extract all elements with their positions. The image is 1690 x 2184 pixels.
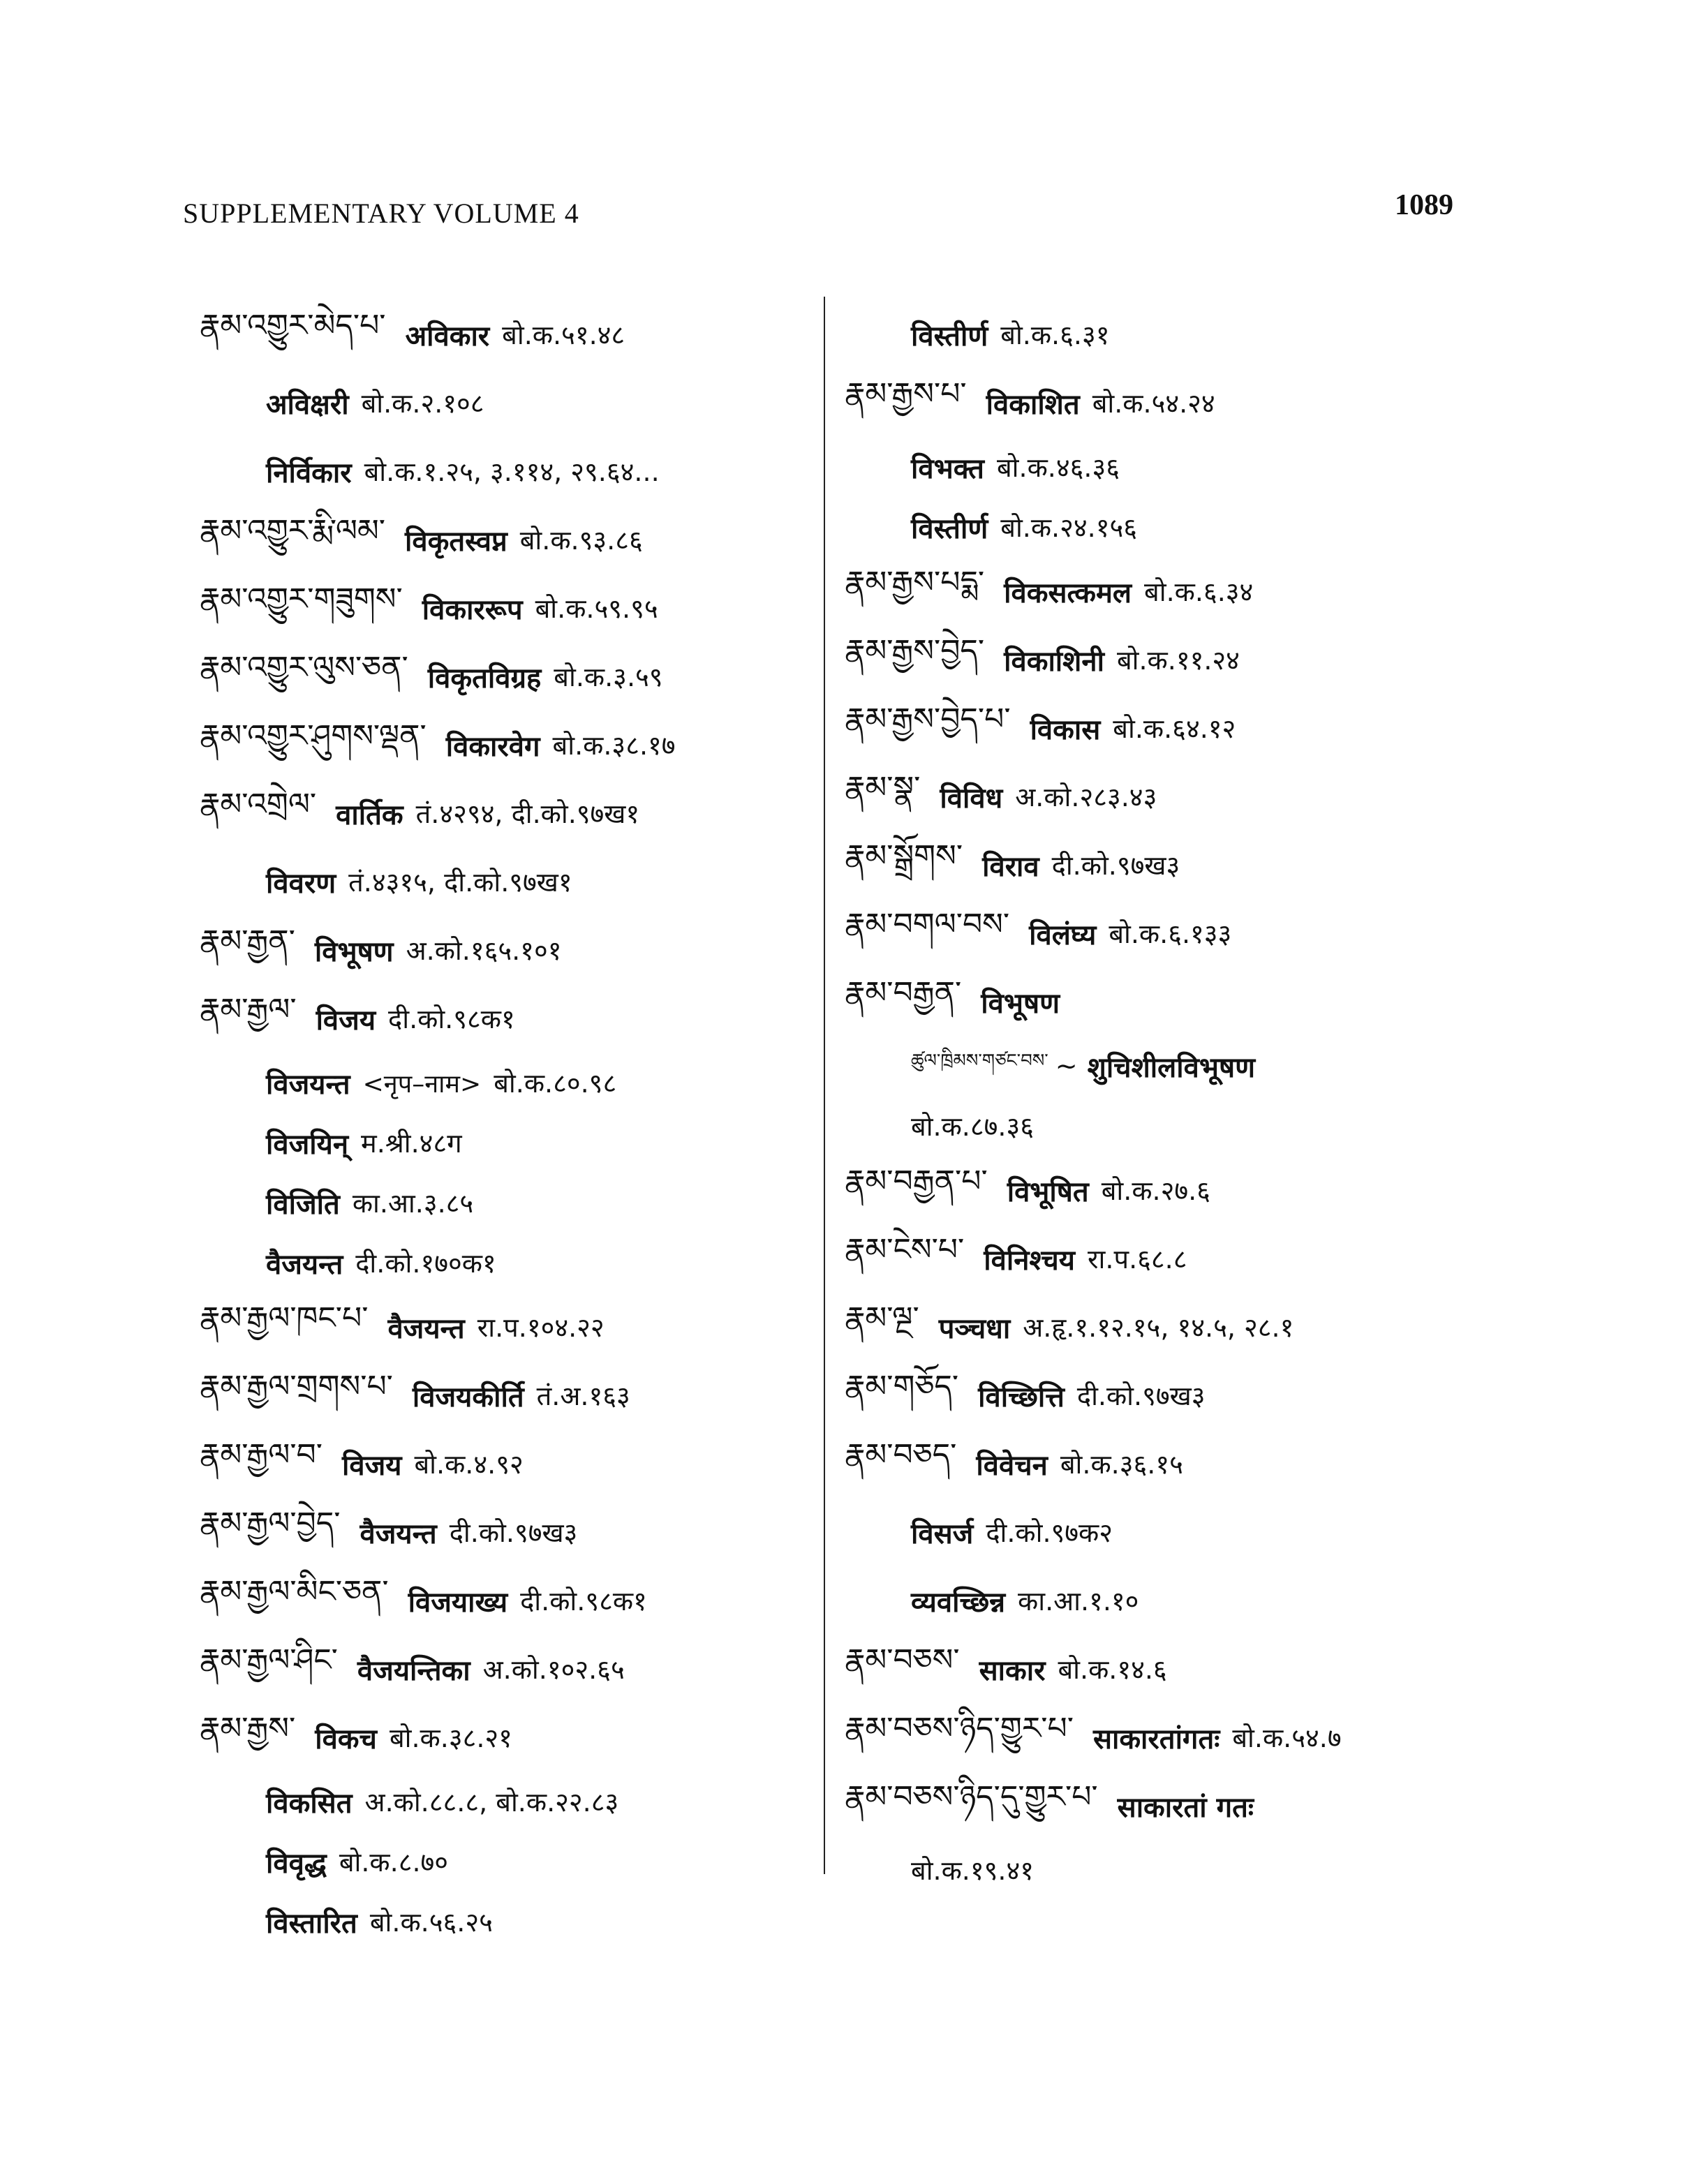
reference: अ.हृ.१.१२.१५, १४.५, २८.१ [1023,1312,1294,1343]
sanskrit-term: विकृतस्वप्न [405,525,507,558]
tibetan-phrase: ཚུལ་ཁྲིམས་གཙང་བས་ [911,1050,1048,1071]
reference: बो.क.८.७० [339,1847,449,1878]
sub-entry-line [200,1113,814,1173]
tibetan-term: རྣམ་བརྒྱན་ [845,975,962,1011]
entry-line [200,1635,814,1703]
reference: म.श्री.४८ग [361,1128,462,1159]
sub-entry-line [845,1566,1473,1635]
sanskrit-term: विजयकीर्ति [412,1381,524,1413]
entry-line [845,1224,1473,1293]
sanskrit-term: विकाशित [986,388,1080,421]
sanskrit-term: विभूषित [1007,1175,1089,1208]
left-column [200,300,814,1952]
tibetan-term: རྣམ་རྒྱས་པ་ [845,376,967,412]
reference: बो.क.३८.१७ [552,730,676,761]
entry-line [845,899,1473,967]
tibetan-term: རྣམ་བཅས་ [845,1642,960,1678]
sanskrit-term: विसर्ज [911,1517,974,1550]
reference: दी.को.९७क२ [986,1517,1113,1548]
reference: बो.क.८०.९८ [494,1068,617,1099]
tibetan-term: རྣམ་རྒྱལ་བ་ [200,1437,323,1473]
sanskrit-term: पञ्चधा [938,1312,1011,1345]
tibetan-term: རྣམ་རྒྱལ་གྲགས་པ་ [200,1369,393,1404]
entry-line [845,1361,1473,1429]
entry-line [200,711,814,779]
sanskrit-term: विकारवेग [445,730,540,763]
reference: बो.क.१९.४१ [911,1855,1035,1886]
sanskrit-term: अविक्षरी [266,388,349,421]
sub-entry-line [200,1892,814,1952]
sanskrit-term: विकृतविग्रह [427,662,542,694]
sub-entry-line [200,1173,814,1233]
tibetan-term: རྣམ་བཅད་ [845,1437,957,1473]
reference: रा.प.१०४.२२ [477,1312,605,1343]
tibetan-term: རྣམ་འགྱུར་རྨི་ལམ་ [200,513,386,549]
reference: बो.क.६४.१२ [1113,713,1236,744]
sanskrit-term: विकच [315,1723,377,1755]
sanskrit-term: विजय [316,1004,376,1037]
reference: दी.को.९७ख३ [1051,850,1180,881]
sanskrit-term: विजय [342,1449,402,1482]
sanskrit-term: विकाररूप [422,593,523,626]
tibetan-term: རྣམ་རྒྱལ་ཁང་པ་ [200,1300,369,1336]
sanskrit-term: विजयाख्य [408,1586,508,1619]
reference: बो.क.२४.१५६ [1000,512,1138,543]
reference: अ.को.१६५.१०१ [406,935,562,966]
reference: बो.क.५४.७ [1232,1723,1342,1753]
entry-line [845,762,1473,831]
sanskrit-term: विराव [982,850,1039,883]
sanskrit-term: व्यवच्छिन्न [911,1586,1006,1619]
reference: बो.क.२.१०८ [361,388,484,419]
reference: दी.को.९७ख३ [1076,1381,1206,1411]
sanskrit-term: वैजयन्त [266,1248,343,1281]
entry-line [200,779,814,847]
sanskrit-term: अविकार [405,320,490,352]
sanskrit-term: विनिश्चय [984,1244,1076,1277]
reference: बो.क.५१.४८ [502,320,625,350]
reference: तं.४३१५, दी.को.९७ख१ [348,867,572,898]
reference: दी.को.९८क१ [388,1004,515,1034]
sanskrit-term: विस्तीर्ण [911,320,988,352]
sanskrit-term: साकारतां गतः [1117,1791,1254,1824]
entry-line [845,694,1473,762]
reference: बो.क.८७.३६ [911,1111,1035,1142]
sub-entry-line [845,1498,1473,1566]
sanskrit-term: विभूषण [981,987,1060,1020]
entry-line [200,1703,814,1771]
reference: बो.क.६.१३३ [1109,919,1232,949]
sub-entry-line [845,1036,1473,1096]
reference: बो.क.३.५९ [554,662,663,692]
entry-line [200,916,814,984]
tibetan-term: རྣམ་རྒྱལ་ [200,992,297,1027]
sanskrit-term: वार्तिक [336,798,403,831]
sanskrit-term: विभूषण [314,935,394,968]
reference: बो.क.५९.९५ [535,593,658,624]
sub-entry-line [200,437,814,505]
reference: दी.को.१७०क१ [355,1248,496,1279]
sanskrit-term: निर्विकार [266,456,352,489]
tibetan-term: རྣམ་འགྱུར་གཟུགས་ [200,581,403,617]
sanskrit-term: विजयन्त [266,1068,350,1101]
sanskrit-term: विकसित [266,1787,353,1820]
entry-line [200,1566,814,1635]
entry-line [845,1703,1473,1771]
reference: तं.अ.१६३ [536,1381,630,1411]
reference: अ.को.१०२.६५ [482,1654,625,1685]
tibetan-term: རྣམ་ངེས་པ་ [845,1232,965,1268]
tibetan-term: རྣམ་འགྱུར་མེད་པ་ [200,308,386,343]
reference: बो.क.३८.२१ [389,1723,512,1753]
entry-line [845,1429,1473,1498]
reference: बो.क.५६.२५ [369,1907,493,1938]
sanskrit-term: विवेचन [976,1449,1048,1482]
entry-line [845,369,1473,437]
running-title: SUPPLEMENTARY VOLUME 4 [183,198,579,229]
tibetan-term: རྣམ་བཅས་ཉིད་གྱུར་པ་ [845,1711,1074,1746]
reference: का.आ.१.१० [1018,1586,1139,1617]
sanskrit-term: विवरण [266,867,336,900]
entry-line [200,1498,814,1566]
sanskrit-term: साकारतांगतः [1092,1723,1220,1755]
sanskrit-term: शुचिशीलविभूषण [1087,1051,1256,1084]
entry-line [845,967,1473,1036]
page-number: 1089 [1395,189,1453,221]
tibetan-term: རྣམ་རྒྱས་བྱེད་ [845,633,985,669]
reference: बो.क.११.२४ [1116,645,1240,676]
entry-line [845,557,1473,625]
reference: बो.क.१४.६ [1058,1654,1167,1685]
tibetan-term: རྣམ་གཅོད་ [845,1369,959,1404]
sanskrit-term: विस्तीर्ण [911,512,988,545]
entry-line [200,1361,814,1429]
entry-line [845,625,1473,694]
right-column [845,300,1473,1900]
note: <नृप–नाम> [362,1069,482,1099]
sub-entry-line [845,300,1473,369]
sanskrit-term: विस्तारित [266,1907,357,1940]
sanskrit-term: विजिति [266,1188,340,1221]
reference: अ.को.२८३.४३ [1015,782,1157,812]
tibetan-term: རྣམ་བརྒྱན་པ་ [845,1164,988,1199]
entry-line [200,505,814,574]
sanskrit-term: विकाशिनी [1004,645,1104,678]
sanskrit-term: विच्छित्ति [978,1381,1065,1413]
tibetan-term: རྣམ་རྒྱས་ [200,1711,296,1746]
tibetan-term: རྣམ་བགལ་བས་ [845,907,1010,942]
reference: तं.४२९४, दी.को.९७ख१ [415,798,640,829]
reference: का.आ.३.८५ [352,1188,474,1219]
reference: बो.क.६.३१ [1000,320,1110,350]
sanskrit-term: साकार [979,1654,1046,1687]
tibetan-term: རྣམ་རྒྱལ་བྱེད་ [200,1506,341,1541]
sanskrit-term: विवृद्ध [266,1847,327,1880]
tibetan-term: རྣམ་རྒྱས་པདྨ་ [845,565,985,600]
reference: अ.को.८८.८, बो.क.२२.८३ [364,1787,619,1818]
tibetan-term: རྣམ་སྣ་ [845,770,921,805]
page-header [183,188,1453,244]
reference: बो.क.४६.३६ [996,452,1120,483]
reference: दी.को.९७ख३ [449,1517,578,1548]
tibetan-term: རྣམ་རྒྱལ་ཤིང་ [200,1642,338,1678]
sanskrit-term: विजयिन् [266,1128,349,1161]
reference: बो.क.२७.६ [1101,1175,1210,1206]
entry-line [845,1771,1473,1840]
reference: दी.को.९८क१ [520,1586,647,1617]
entry-line [200,1293,814,1361]
tibetan-term: རྣམ་རྒྱན་ [200,923,295,959]
sanskrit-term: विविध [940,782,1003,815]
tibetan-term: རྣམ་འགྱུར་ཤུགས་ལྡན་ [200,718,427,754]
reference: बो.क.६.३४ [1144,577,1254,607]
reference: रा.प.६८.८ [1088,1244,1187,1275]
entry-line [200,984,814,1053]
tibetan-term: རྣམ་ལྔ་ [845,1300,919,1336]
entry-line [845,1293,1473,1361]
entry-line [200,574,814,642]
sanskrit-term: वैजयन्तिका [357,1654,470,1687]
entry-line [845,1635,1473,1703]
tibetan-term: རྣམ་རྒྱས་བྱེད་པ་ [845,701,1011,737]
sanskrit-term: वैजयन्त [387,1312,465,1345]
reference: बो.क.३६.१५ [1060,1449,1183,1480]
entry-line [200,642,814,711]
sanskrit-term: विलंघ्य [1029,919,1097,951]
entry-line [845,1156,1473,1224]
column-divider [824,297,825,1874]
tilde-mark: ~ [1055,1050,1078,1081]
reference: बो.क.५४.२४ [1092,388,1215,419]
sub-entry-line [200,1832,814,1892]
entry-line [200,1429,814,1498]
entry-line [200,300,814,369]
tibetan-term: རྣམ་བཅས་ཉིད་དུ་གྱུར་པ་ [845,1779,1098,1815]
tibetan-term: རྣམ་འགྱུར་ལུས་ཅན་ [200,650,408,685]
tibetan-term: རྣམ་རྒྱལ་མིང་ཅན་ [200,1574,389,1610]
sanskrit-term: विकसत्कमल [1004,577,1132,609]
sanskrit-term: विकास [1030,713,1101,746]
reference: बो.क.१.२५, ३.११४, २९.६४... [364,456,660,487]
tibetan-term: རྣམ་འགྲེལ་ [200,787,317,822]
sub-entry-line [200,369,814,437]
entry-line [845,831,1473,899]
sanskrit-term: वैजयन्त [360,1517,437,1550]
sub-entry-line [200,847,814,916]
reference: बो.क.४.९२ [414,1449,524,1480]
tibetan-term: རྣམ་སྒྲོགས་ [845,838,963,874]
sanskrit-term: विभक्त [911,452,984,485]
reference: बो.क.९३.८६ [519,525,643,556]
